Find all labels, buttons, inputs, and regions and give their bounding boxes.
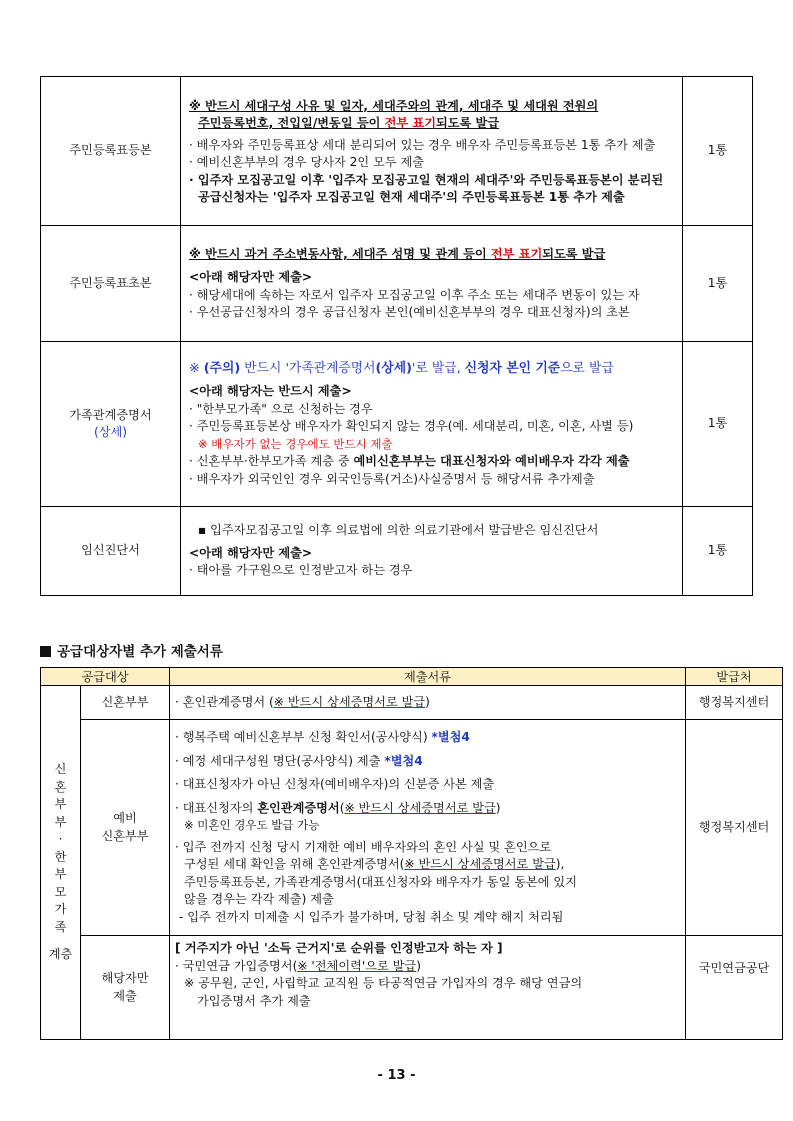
list-item: · 신혼부부·한부모가족 계층 중 예비신혼부부는 대표신청자와 예비배우자 각각 제출 xyxy=(189,454,630,469)
list-item: · 예정 세대구성원 명단(공사양식) 제출 *별첨4 xyxy=(175,753,423,768)
list-item: · 입주 전까지 신청 당시 기재한 예비 배우자와의 혼인 사실 및 혼인으로 xyxy=(175,839,552,854)
issuer: 국민연금공단 xyxy=(686,936,783,1040)
table-row xyxy=(41,720,783,936)
notice-line: 주민등록번호, 전입일/변동일 등이 전부 표기되도록 발급 xyxy=(198,116,500,130)
list-item: · 우선공급신청자의 경우 공급신청자 본인(예비신혼부부의 경우 대표신청자)의 초본 xyxy=(189,305,630,319)
notice-line: ※ 반드시 세대구성 사유 및 일자, 세대주와의 관계, 세대주 및 세대원 전원의 xyxy=(189,98,599,113)
list-item: · 해당세대에 속하는 자로서 입주자 모집공고일 이후 주소 또는 세대주 변동이 있는 자 xyxy=(189,287,640,302)
notice-line: ※ (주의) 반드시 '가족관계증명서(상세)'로 발급, 신청자 본인 기준으로 발급 xyxy=(189,360,614,376)
table-row xyxy=(41,342,753,507)
list-item: 구성된 세대 확인을 위해 혼인관계증명서(※ 반드시 상세증명서로 발급), xyxy=(184,857,565,871)
list-item: 않을 경우는 각각 제출) 제출 xyxy=(184,892,334,906)
document-list xyxy=(170,936,686,1040)
list-item: - 입주 전까지 미제출 시 입주가 불가하며, 당첨 취소 및 계약 해지 처리됨 xyxy=(179,909,564,924)
notice-line: ※ 반드시 과거 주소변동사항, 세대주 성명 및 관계 등이 전부 표기되도록 발급 xyxy=(189,246,606,261)
sub-target-label: 예비 신혼부부 xyxy=(81,720,170,936)
list-note: ※ 공무원, 군인, 사립학교 교직원 등 타공적연금 가입자의 경우 해당 연금의 xyxy=(184,976,583,990)
row-content xyxy=(181,342,683,507)
table-row xyxy=(41,936,783,1040)
document-table-main xyxy=(40,76,753,596)
table-row xyxy=(41,226,753,342)
list-item: · 대표신청자의 혼인관계증명서(※ 반드시 상세증명서로 발급) xyxy=(175,800,501,815)
row-count: 1통 xyxy=(683,507,753,596)
list-item: · 국민연금 가입증명서(※ '전체이력'으로 발급) xyxy=(175,958,421,973)
row-count: 1통 xyxy=(683,77,753,226)
list-item: · 행복주택 예비신혼부부 신청 확인서(공사양식) *별첨4 xyxy=(175,730,470,744)
list-item: · 입주자 모집공고일 이후 '입주자 모집공고일 현재의 세대주'와 주민등록표등본이 분리된 xyxy=(189,172,664,187)
table-row xyxy=(41,77,753,226)
row-content xyxy=(181,77,683,226)
group-label: 신 혼 부 부 · 한 부 모 가 족 계층 xyxy=(41,686,81,1040)
list-item: · 배우자와 주민등록표상 세대 분리되어 있는 경우 배우자 주민등록표등본 1통 추가 제출 xyxy=(189,137,656,152)
supply-target-table xyxy=(40,667,783,1040)
row-count: 1통 xyxy=(683,342,753,507)
row-label-detail: (상세) xyxy=(93,425,128,439)
page-number: - 13 - xyxy=(377,1068,416,1083)
row-label: 가족관계증명서 (상세) xyxy=(41,342,181,507)
issuer: 행정복지센터 xyxy=(686,686,783,720)
column-header: 제출서류 xyxy=(170,668,686,686)
row-content xyxy=(181,507,683,596)
list-item: · 배우자가 외국인인 경우 외국인등록(거소)사실증명서 등 해당서류 추가제출 xyxy=(189,471,595,486)
row-label: 주민등록표등본 xyxy=(41,77,181,226)
square-bullet-icon xyxy=(40,646,51,657)
sub-heading: <아래 해당자는 반드시 제출> xyxy=(189,384,352,399)
row-label: 임신진단서 xyxy=(41,507,181,596)
list-item: · 대표신청자가 아닌 신청자(예비배우자)의 신분증 사본 제출 xyxy=(175,777,495,791)
list-item: ▪ 입주자모집공고일 이후 의료법에 의한 의료기관에서 발급받은 임신진단서 xyxy=(198,523,599,538)
sub-heading: <아래 해당자만 제출> xyxy=(189,545,313,560)
list-note: ※ 배우자가 없는 경우에도 반드시 제출 xyxy=(198,436,393,451)
list-item: · 태아를 가구원으로 인정받고자 하는 경우 xyxy=(189,563,413,578)
list-note: 가입증명서 추가 제출 xyxy=(197,993,311,1008)
sub-target-label: 신혼부부 xyxy=(81,686,170,720)
list-note: ※ 미혼인 경우도 발급 가능 xyxy=(184,818,320,832)
table-row xyxy=(41,507,753,596)
row-count: 1통 xyxy=(683,226,753,342)
column-header: 공급대상 xyxy=(41,668,170,686)
section-title: 공급대상자별 추가 제출서류 xyxy=(40,640,223,660)
list-heading: [ 거주지가 아닌 '소득 근거지'로 순위를 인정받고자 하는 자 ] xyxy=(175,941,503,955)
document-list xyxy=(170,720,686,936)
list-item: 공급신청자는 '입주자 모집공고일 현재 세대주'의 주민등록표등본 1통 추가 제출 xyxy=(198,190,625,204)
sub-target-label: 해당자만 제출 xyxy=(81,936,170,1040)
list-item: · 주민등록표등본상 배우자가 확인되지 않는 경우(예. 세대분리, 미혼, 이혼, 사별 등) xyxy=(189,419,634,434)
list-item: · 예비신혼부부의 경우 당사자 2인 모두 제출 xyxy=(189,155,425,169)
issuer: 행정복지센터 xyxy=(686,720,783,936)
document-list: · 혼인관계증명서 (※ 반드시 상세증명서로 발급) xyxy=(170,686,686,720)
sub-heading: <아래 해당자만 제출> xyxy=(189,270,313,284)
row-label: 주민등록표초본 xyxy=(41,226,181,342)
list-item: · "한부모가족" 으로 신청하는 경우 xyxy=(189,401,373,416)
table-row xyxy=(41,686,783,720)
row-content xyxy=(181,226,683,342)
list-item: 주민등록표등본, 가족관계증명서(대표신청자와 배우자가 동일 동본에 있지 xyxy=(184,874,577,889)
table-header-row xyxy=(41,668,783,686)
column-header: 발급처 xyxy=(686,668,783,686)
